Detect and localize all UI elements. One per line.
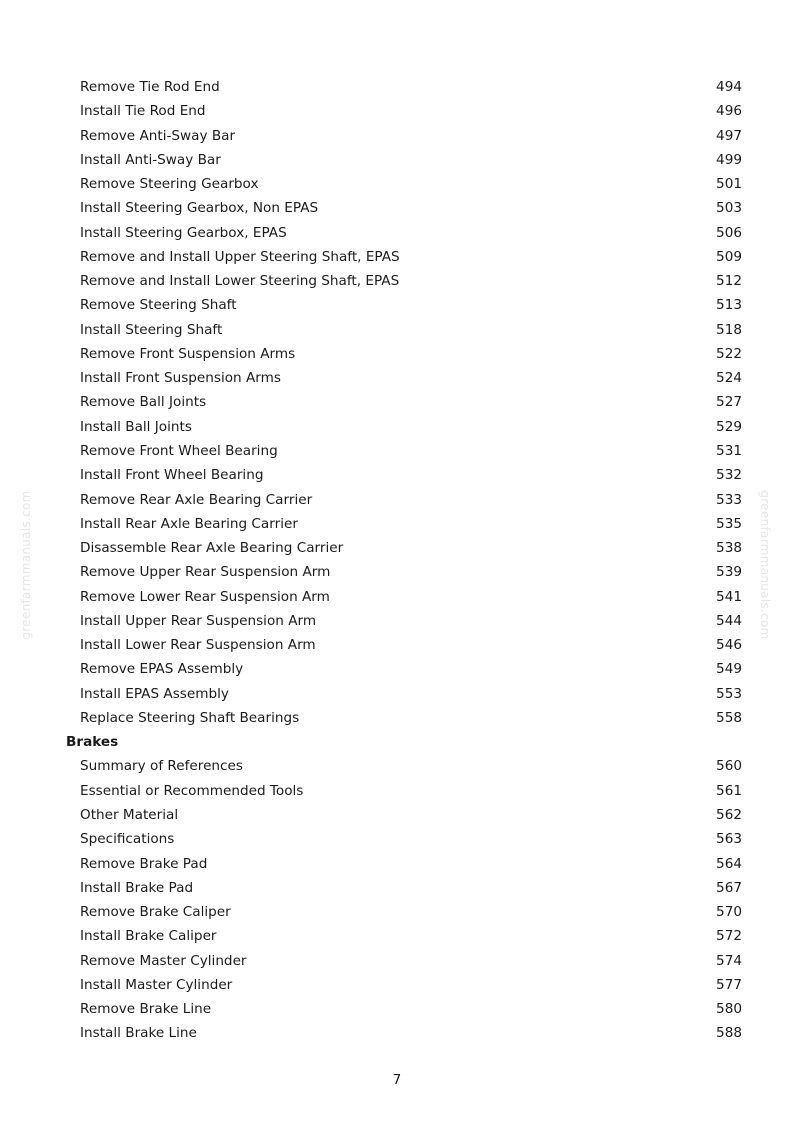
toc-entry-title: Remove Upper Rear Suspension Arm xyxy=(80,564,331,581)
toc-entry-page: 509 xyxy=(716,248,742,265)
toc-entry-page: 561 xyxy=(716,782,742,799)
toc-entry-page: 524 xyxy=(716,370,742,387)
watermark-left: greenfarmmanuals.com xyxy=(19,490,33,640)
toc-entry-page: 512 xyxy=(716,273,742,290)
toc-entry[interactable] xyxy=(0,245,794,269)
toc-entry-title: Remove Master Cylinder xyxy=(80,952,247,969)
watermark-right: greenfarmmanuals.com xyxy=(758,490,772,640)
toc-entry-page: 563 xyxy=(716,831,742,848)
toc-entry-title: Install Brake Line xyxy=(80,1025,197,1042)
toc-entry-title: Remove Brake Pad xyxy=(80,855,208,872)
toc-entry-page: 544 xyxy=(716,612,742,629)
toc-entry[interactable] xyxy=(0,657,794,681)
toc-entry-title: Install Master Cylinder xyxy=(80,976,233,993)
toc-entry[interactable] xyxy=(0,415,794,439)
toc-entry[interactable] xyxy=(0,99,794,123)
toc-entry-page: 527 xyxy=(716,394,742,411)
toc-entry[interactable] xyxy=(0,488,794,512)
toc-entry-page: 558 xyxy=(716,709,742,726)
toc-entry-title: Install Brake Pad xyxy=(80,879,194,896)
toc-entry-title: Remove Front Wheel Bearing xyxy=(80,442,278,459)
toc-entry[interactable] xyxy=(0,585,794,609)
toc-entry-page: 541 xyxy=(716,588,742,605)
toc-entry-title: Remove Rear Axle Bearing Carrier xyxy=(80,491,313,508)
toc-entry-title: Remove EPAS Assembly xyxy=(80,661,244,678)
toc-entry[interactable] xyxy=(0,512,794,536)
toc-entry-page: 494 xyxy=(716,79,742,95)
toc-entry-title: Remove Brake Line xyxy=(80,1001,212,1018)
toc-entry-page: 549 xyxy=(716,661,742,678)
toc-entry-page: 499 xyxy=(716,151,742,168)
toc-entry[interactable] xyxy=(0,754,794,778)
toc-entry-title: Install Front Suspension Arms xyxy=(80,370,281,387)
toc-entry[interactable] xyxy=(0,973,794,997)
toc-entry-title: Remove Ball Joints xyxy=(80,394,207,411)
toc-entry-title: Install Upper Rear Suspension Arm xyxy=(80,612,317,629)
toc-entry[interactable] xyxy=(0,560,794,584)
toc-entry[interactable] xyxy=(0,633,794,657)
section-title-brakes: Brakes xyxy=(66,734,119,751)
toc-entry-page: 532 xyxy=(716,467,742,484)
toc-entry[interactable] xyxy=(0,366,794,390)
toc-entry[interactable] xyxy=(0,852,794,876)
toc-entry[interactable] xyxy=(0,536,794,560)
toc-entry[interactable] xyxy=(0,682,794,706)
toc-entry-page: 577 xyxy=(716,976,742,993)
table-of-contents xyxy=(0,75,794,1046)
toc-entry[interactable] xyxy=(0,1021,794,1045)
toc-entry-page: 497 xyxy=(716,127,742,144)
toc-entry[interactable] xyxy=(0,779,794,803)
toc-entry-title: Other Material xyxy=(80,806,179,823)
toc-entry-title: Install Brake Caliper xyxy=(80,928,217,945)
toc-entries-brakes xyxy=(0,754,794,1045)
toc-entry[interactable] xyxy=(0,390,794,414)
toc-entry-page: 546 xyxy=(716,637,742,654)
toc-entry-title: Remove and Install Lower Steering Shaft, EPAS xyxy=(80,273,400,290)
toc-entry-title: Install Steering Gearbox, Non EPAS xyxy=(80,200,319,217)
toc-entry-page: 531 xyxy=(716,442,742,459)
toc-entry-title: Replace Steering Shaft Bearings xyxy=(80,709,300,726)
toc-entry-page: 564 xyxy=(716,855,742,872)
toc-entry-page: 501 xyxy=(716,176,742,193)
toc-entry[interactable] xyxy=(0,803,794,827)
toc-entry[interactable] xyxy=(0,609,794,633)
toc-entry[interactable] xyxy=(0,221,794,245)
toc-entry[interactable] xyxy=(0,124,794,148)
toc-entry-page: 560 xyxy=(716,758,742,775)
toc-entry-page: 538 xyxy=(716,540,742,557)
toc-entries-steering-suspension xyxy=(0,75,794,730)
toc-entry-page: 522 xyxy=(716,345,742,362)
toc-entry-title: Install Rear Axle Bearing Carrier xyxy=(80,515,298,532)
toc-entry-title: Install Lower Rear Suspension Arm xyxy=(80,637,316,654)
toc-entry[interactable] xyxy=(0,318,794,342)
toc-entry-page: 529 xyxy=(716,418,742,435)
toc-entry[interactable] xyxy=(0,293,794,317)
toc-entry[interactable] xyxy=(0,172,794,196)
toc-entry-title: Install Anti-Sway Bar xyxy=(80,151,221,168)
toc-entry[interactable] xyxy=(0,148,794,172)
toc-entry-title: Install Front Wheel Bearing xyxy=(80,467,264,484)
toc-entry[interactable] xyxy=(0,997,794,1021)
toc-entry-page: 553 xyxy=(716,685,742,702)
toc-entry-page: 570 xyxy=(716,904,742,921)
toc-section-heading xyxy=(0,730,794,754)
toc-entry-title: Install Steering Shaft xyxy=(80,321,223,338)
toc-entry-page: 572 xyxy=(716,928,742,945)
toc-entry-title: Install Ball Joints xyxy=(80,418,192,435)
toc-entry-page: 518 xyxy=(716,321,742,338)
toc-entry-title: Install EPAS Assembly xyxy=(80,685,229,702)
toc-entry-title: Remove Lower Rear Suspension Arm xyxy=(80,588,330,605)
toc-entry[interactable] xyxy=(0,196,794,220)
toc-entry-page: 503 xyxy=(716,200,742,217)
toc-entry-page: 588 xyxy=(716,1025,742,1042)
toc-entry-page: 562 xyxy=(716,806,742,823)
toc-entry-title: Install Steering Gearbox, EPAS xyxy=(80,224,287,241)
toc-entry-title: Disassemble Rear Axle Bearing Carrier xyxy=(80,540,344,557)
toc-entry[interactable] xyxy=(0,342,794,366)
toc-entry-title: Remove Front Suspension Arms xyxy=(80,345,296,362)
toc-entry-title: Specifications xyxy=(80,831,175,848)
toc-entry[interactable] xyxy=(0,924,794,948)
toc-entry-title: Remove Anti-Sway Bar xyxy=(80,127,236,144)
toc-entry[interactable] xyxy=(0,463,794,487)
toc-entry-title: Remove Brake Caliper xyxy=(80,904,231,921)
toc-entry-page: 535 xyxy=(716,515,742,532)
toc-entry-title: Remove and Install Upper Steering Shaft, EPAS xyxy=(80,248,400,265)
toc-entry-title: Essential or Recommended Tools xyxy=(80,782,304,799)
toc-entry-title: Remove Tie Rod End xyxy=(80,79,220,95)
toc-entry-title: Summary of References xyxy=(80,758,243,775)
toc-entry-page: 580 xyxy=(716,1001,742,1018)
toc-entry[interactable] xyxy=(0,900,794,924)
toc-entry[interactable] xyxy=(0,827,794,851)
toc-entry[interactable] xyxy=(0,439,794,463)
toc-entry-page: 506 xyxy=(716,224,742,241)
toc-entry-page: 533 xyxy=(716,491,742,508)
toc-entry-title: Remove Steering Shaft xyxy=(80,297,237,314)
toc-entry-title: Remove Steering Gearbox xyxy=(80,176,259,193)
toc-entry-page: 513 xyxy=(716,297,742,314)
toc-entry[interactable] xyxy=(0,949,794,973)
toc-entry-page: 567 xyxy=(716,879,742,896)
toc-entry-title: Install Tie Rod End xyxy=(80,103,206,120)
toc-entry[interactable] xyxy=(0,706,794,730)
toc-entry[interactable] xyxy=(0,75,794,99)
toc-entry-page: 574 xyxy=(716,952,742,969)
toc-entry[interactable] xyxy=(0,269,794,293)
page-number: 7 xyxy=(392,1072,402,1088)
toc-entry[interactable] xyxy=(0,876,794,900)
toc-entry-page: 496 xyxy=(716,103,742,120)
toc-entry-page: 539 xyxy=(716,564,742,581)
